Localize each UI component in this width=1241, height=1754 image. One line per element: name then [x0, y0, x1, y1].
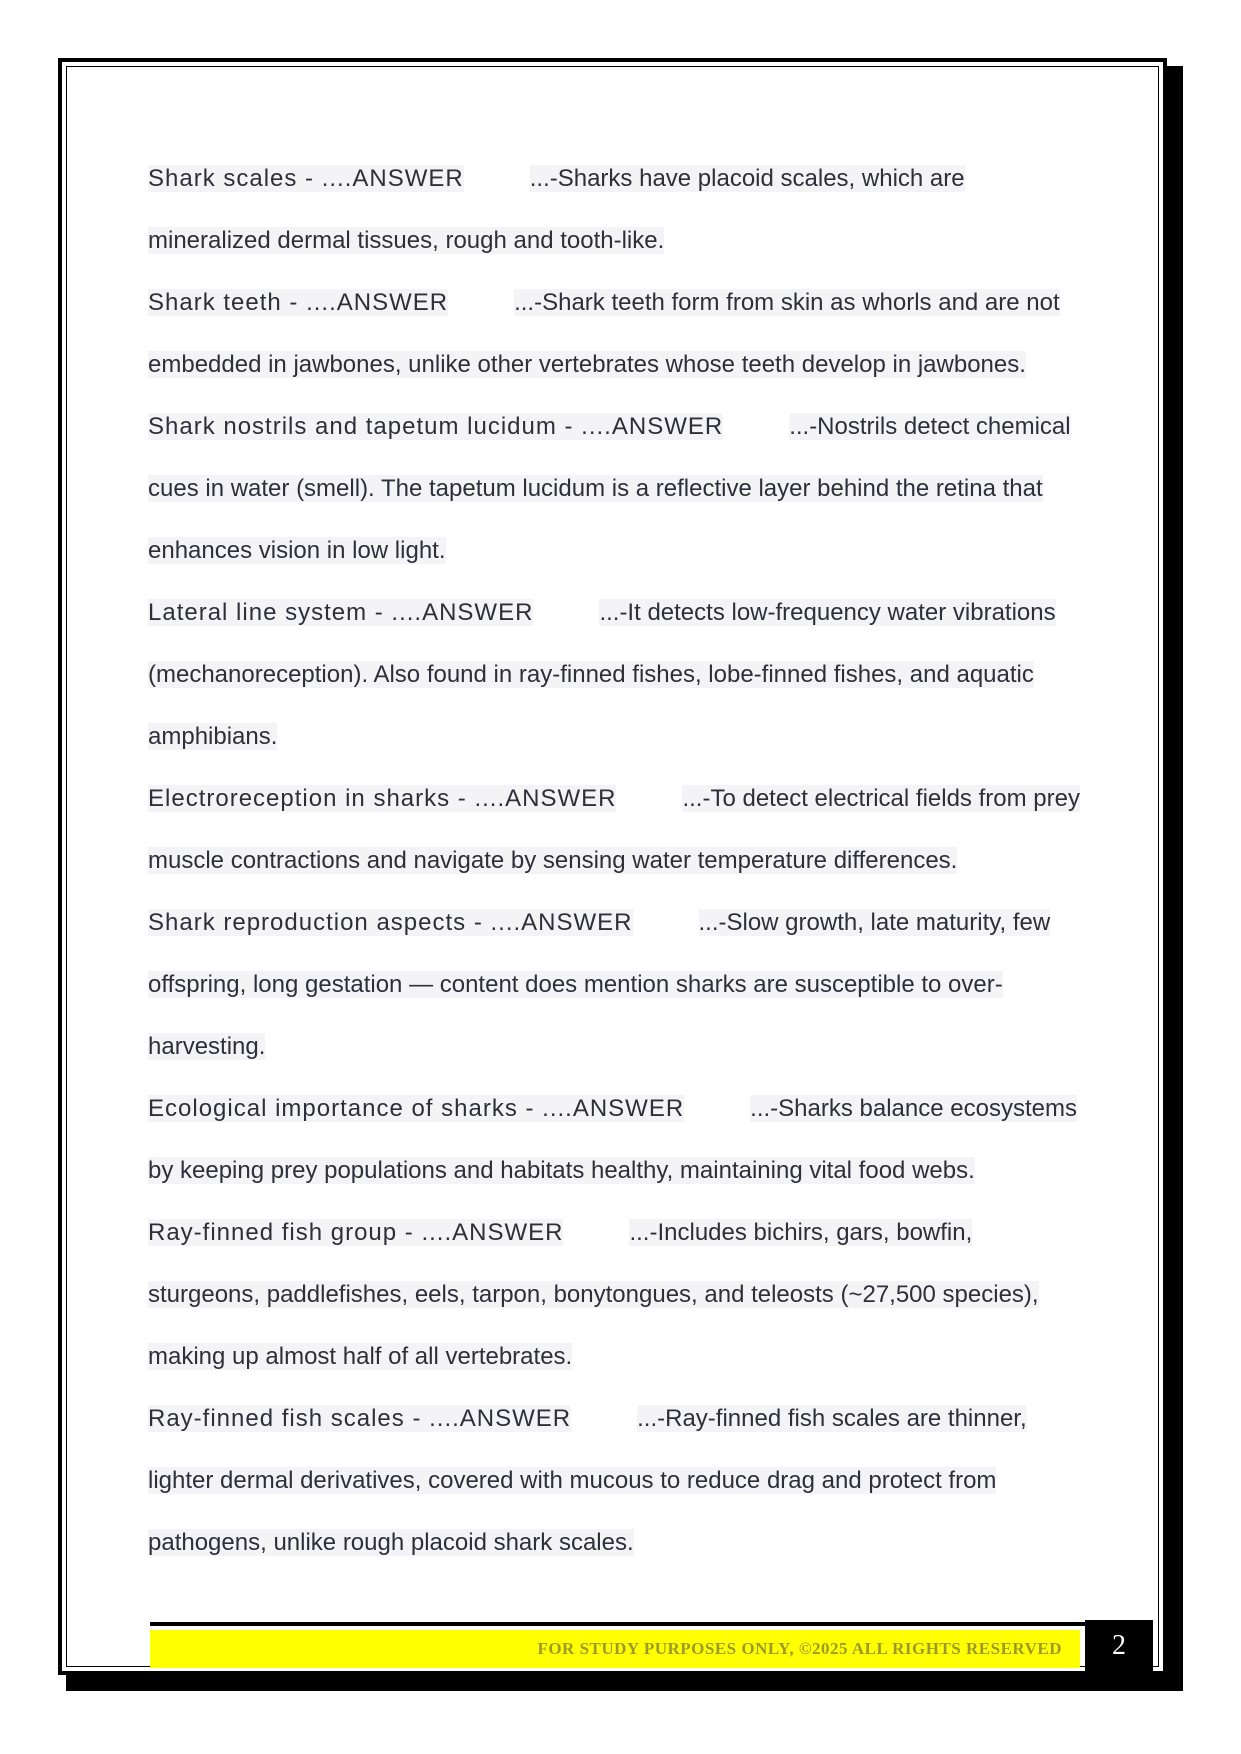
entry-answer: ...-Ray-finned fish scales are thinner, lighter dermal derivatives, covered with mucous to reduce drag and protect from pathogens, unlike rough placoid shark scales.	[148, 1405, 1027, 1556]
entry-term: Ray-finned fish group - ....ANSWER	[148, 1219, 564, 1246]
qa-entry	[148, 582, 1088, 768]
qa-entry	[148, 892, 1088, 1078]
footer-copyright: FOR STUDY PURPOSES ONLY, ©2025 ALL RIGHTS RESERVED	[537, 1639, 1062, 1658]
entry-answer: ...-It detects low-frequency water vibrations (mechanoreception). Also found in ray-finned fishes, lobe-finned fishes, and aquatic amphibians.	[148, 599, 1056, 750]
entry-answer: ...-Shark teeth form from skin as whorls and are not embedded in jawbones, unlike other vertebrates whose teeth develop in jawbones.	[148, 289, 1060, 378]
entry-term: Shark scales - ....ANSWER	[148, 165, 464, 192]
entry-term: Shark reproduction aspects - ....ANSWER	[148, 909, 633, 936]
qa-list	[148, 148, 1088, 1574]
entry-answer: ...-Includes bichirs, gars, bowfin, sturgeons, paddlefishes, eels, tarpon, bonytongues, and teleosts (~27,500 species), making up almost half of all vertebrates.	[148, 1219, 1039, 1370]
entry-answer: ...-To detect electrical fields from prey muscle contractions and navigate by sensing water temperature differences.	[148, 785, 1080, 874]
qa-entry	[148, 396, 1088, 582]
entry-term: Shark teeth - ....ANSWER	[148, 289, 449, 316]
page-number: 2	[1085, 1620, 1153, 1672]
entry-term: Ecological importance of sharks - ....ANSWER	[148, 1095, 685, 1122]
entry-answer: ...-Slow growth, late maturity, few offspring, long gestation — content does mention sharks are susceptible to over-harvesting.	[148, 909, 1051, 1060]
qa-entry	[148, 148, 1088, 272]
qa-entry	[148, 1202, 1088, 1388]
qa-entry	[148, 1078, 1088, 1202]
footer-banner	[150, 1630, 1080, 1668]
entry-term: Electroreception in sharks - ....ANSWER	[148, 785, 617, 812]
qa-entry	[148, 768, 1088, 892]
entry-term: Lateral line system - ....ANSWER	[148, 599, 534, 626]
entry-answer: ...-Nostrils detect chemical cues in water (smell). The tapetum lucidum is a reflective layer behind the retina that enhances vision in low light.	[148, 413, 1071, 564]
entry-answer: ...-Sharks have placoid scales, which are mineralized dermal tissues, rough and tooth-like.	[148, 165, 965, 254]
footer-rule	[150, 1622, 1090, 1626]
qa-entry	[148, 1388, 1088, 1574]
entry-term: Shark nostrils and tapetum lucidum - ....ANSWER	[148, 413, 724, 440]
entry-answer: ...-Sharks balance ecosystems by keeping prey populations and habitats healthy, maintaining vital food webs.	[148, 1095, 1077, 1184]
entry-term: Ray-finned fish scales - ....ANSWER	[148, 1405, 572, 1432]
qa-entry	[148, 272, 1088, 396]
